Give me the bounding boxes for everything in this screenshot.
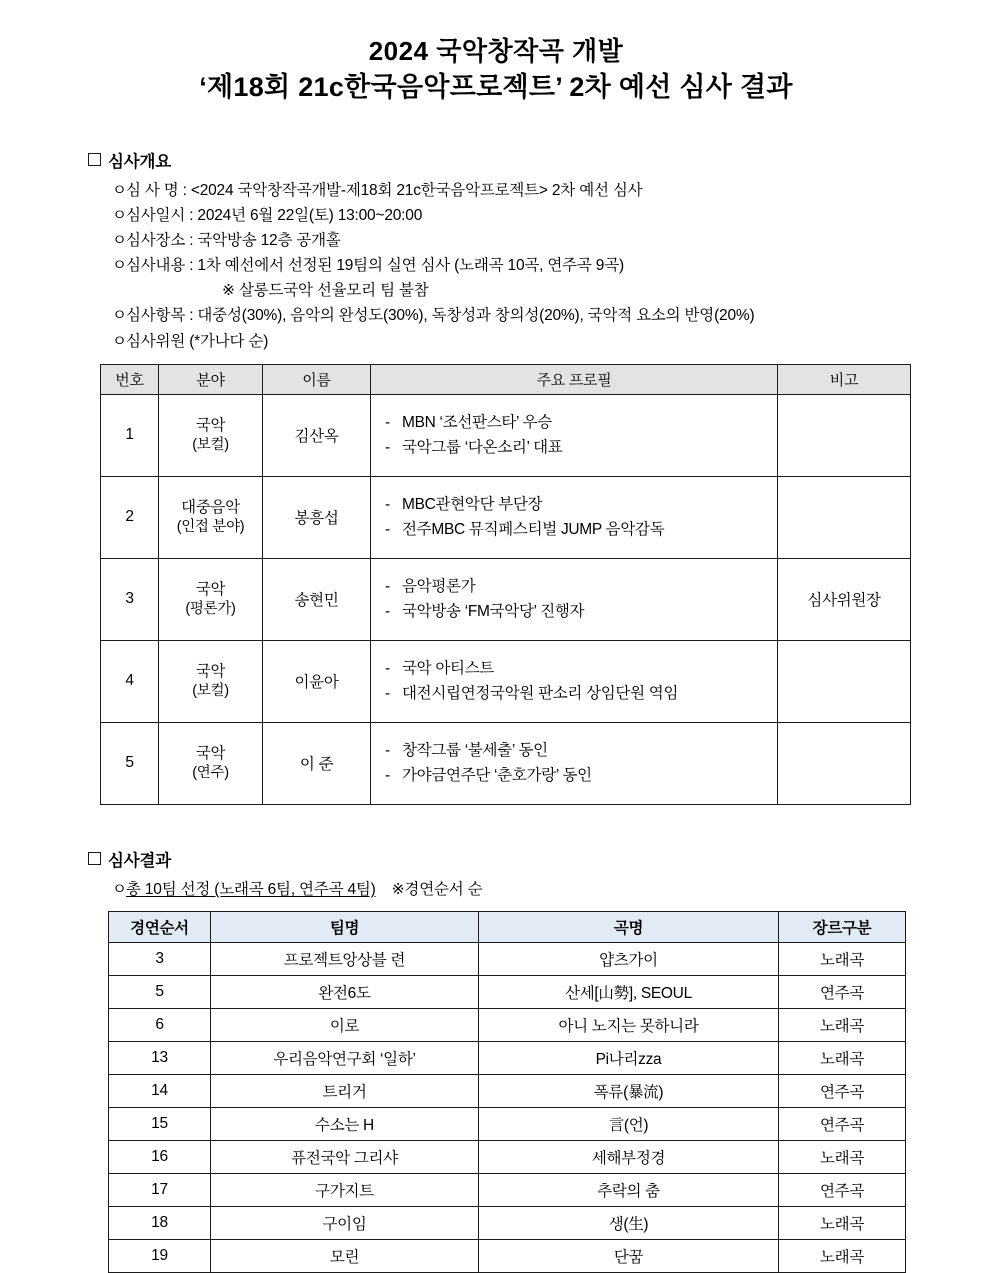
judge-name-cell: 송현민 [263, 558, 371, 640]
judge-field-sub: (평론가) [185, 600, 236, 617]
overview-absence-note [222, 278, 932, 303]
judges-col-header-name: 이름 [263, 364, 371, 394]
judges-table-container [100, 364, 992, 805]
table-row [109, 1074, 906, 1107]
circle-bullet-icon: ㅇ [112, 257, 127, 275]
result-order-cell: 17 [109, 1173, 211, 1206]
results-col-header-song: 곡명 [479, 911, 779, 942]
judge-profile-text: 음악평론가 [402, 578, 476, 596]
overview-item-text: 심 사 명 : <2024 국악창작곡개발-제18회 21c한국음악프로젝트> 2차 예선 심사 [126, 181, 643, 199]
judge-no-cell: 1 [101, 394, 159, 476]
judges-col-header-no: 번호 [101, 364, 159, 394]
table-row [109, 1041, 906, 1074]
judge-profile-line [385, 738, 776, 763]
judge-name-cell: 김산옥 [263, 394, 371, 476]
result-song-cell: 言(언) [479, 1107, 779, 1140]
judges-table-header-row [101, 364, 911, 394]
circle-bullet-icon: ㅇ [112, 880, 127, 898]
judge-profile-line [385, 517, 776, 542]
judge-no-cell: 5 [101, 722, 159, 804]
table-row [109, 1107, 906, 1140]
dash-bullet-icon: - [385, 660, 390, 678]
judge-field-cell [159, 722, 263, 804]
judge-profile-line [385, 492, 776, 517]
judge-name-cell: 이 준 [263, 722, 371, 804]
result-team-cell: 우리음악연구회 ‘일하’ [211, 1041, 479, 1074]
judge-field-main: 대중음악 [181, 499, 240, 517]
overview-item [112, 253, 932, 278]
result-song-cell: 폭류(暴流) [479, 1074, 779, 1107]
judge-profile-line [385, 410, 776, 435]
judge-profile-line [385, 681, 776, 706]
judge-field-main: 국악 [195, 417, 226, 435]
judges-table [100, 364, 911, 805]
judge-profile-text: 국악그룹 ‘다온소리’ 대표 [402, 439, 563, 457]
result-team-cell: 구이임 [211, 1206, 479, 1239]
overview-item-text: 심사내용 : 1차 예선에서 선정된 19팀의 실연 심사 (노래곡 10곡, 연주곡 9곡) [126, 257, 624, 275]
dash-bullet-icon: - [385, 767, 390, 785]
circle-bullet-icon: ㅇ [112, 332, 127, 350]
judge-field-sub: (연주) [192, 764, 229, 781]
overview-heading [88, 148, 932, 172]
result-song-cell: 아니 노지는 못하니라 [479, 1008, 779, 1041]
overview-item [112, 228, 932, 253]
judge-note-cell [778, 640, 911, 722]
judge-profile-cell [371, 394, 778, 476]
result-genre-cell: 노래곡 [779, 1008, 906, 1041]
overview-bullet-list [112, 178, 932, 354]
result-team-cell: 이로 [211, 1008, 479, 1041]
result-song-cell: 생(生) [479, 1206, 779, 1239]
judge-note-cell: 심사위원장 [778, 558, 911, 640]
results-col-header-team: 팀명 [211, 911, 479, 942]
results-summary-list [112, 877, 932, 902]
judge-profile-cell [371, 640, 778, 722]
result-genre-cell: 노래곡 [779, 1140, 906, 1173]
overview-section [88, 148, 932, 354]
result-order-cell: 5 [109, 975, 211, 1008]
judge-no-cell: 3 [101, 558, 159, 640]
judge-profile-line [385, 435, 776, 460]
circle-bullet-icon: ㅇ [112, 207, 127, 225]
title-line-2: ‘제18회 21c한국음악프로젝트’ 2차 예선 심사 결과 [199, 72, 793, 103]
result-team-cell: 수소는 H [211, 1107, 479, 1140]
dash-bullet-icon: - [385, 603, 390, 621]
circle-bullet-icon: ㅇ [112, 307, 127, 325]
square-marker-icon [88, 852, 101, 865]
results-col-header-order: 경연순서 [109, 911, 211, 942]
dash-bullet-icon: - [385, 742, 390, 760]
table-row [109, 975, 906, 1008]
judges-col-header-note: 비고 [778, 364, 911, 394]
result-genre-cell: 노래곡 [779, 942, 906, 975]
judge-field-cell [159, 476, 263, 558]
result-order-cell: 19 [109, 1239, 211, 1272]
results-heading [88, 847, 932, 871]
dash-bullet-icon: - [385, 685, 390, 703]
results-section [88, 847, 932, 902]
judge-note-cell [778, 394, 911, 476]
table-row [109, 1140, 906, 1173]
judge-field-cell [159, 558, 263, 640]
judge-profile-text: 창작그룹 ‘불세출’ 동인 [402, 742, 548, 760]
judge-profile-cell [371, 722, 778, 804]
judge-profile-line [385, 763, 776, 788]
judge-profile-line [385, 656, 776, 681]
judge-profile-text: 대전시립연정국악원 판소리 상임단원 역임 [402, 685, 679, 703]
dash-bullet-icon: - [385, 439, 390, 457]
results-col-header-genre: 장르구분 [779, 911, 906, 942]
overview-item-text: 심사장소 : 국악방송 12층 공개홀 [126, 232, 341, 250]
result-order-cell: 18 [109, 1206, 211, 1239]
judge-name-cell: 이윤아 [263, 640, 371, 722]
table-row [109, 1008, 906, 1041]
dash-bullet-icon: - [385, 414, 390, 432]
judges-col-header-profile: 주요 프로필 [371, 364, 778, 394]
table-row [109, 942, 906, 975]
overview-item-text: 심사위원 (*가나다 순) [126, 332, 269, 350]
judge-field-sub: (보컬) [192, 436, 229, 453]
result-song-cell: Pi나리zza [479, 1041, 779, 1074]
overview-item [112, 203, 932, 228]
results-table-container [108, 911, 992, 1273]
judge-field-sub: (인접 분야) [176, 518, 245, 535]
judges-col-header-field: 분야 [159, 364, 263, 394]
overview-absence-note-text: ※ 살롱드국악 선율모리 팀 불참 [222, 282, 429, 300]
results-table-body [109, 942, 906, 1272]
dash-bullet-icon: - [385, 578, 390, 596]
overview-item-text: 심사항목 : 대중성(30%), 음악의 완성도(30%), 독창성과 창의성(20%), 국악적 요소의 반영(20%) [126, 307, 755, 325]
result-order-cell: 15 [109, 1107, 211, 1140]
table-row [101, 640, 911, 722]
result-team-cell: 구가지트 [211, 1173, 479, 1206]
overview-heading-label: 심사개요 [108, 152, 171, 171]
result-team-cell: 완전6도 [211, 975, 479, 1008]
result-song-cell: 단꿈 [479, 1239, 779, 1272]
overview-item [112, 178, 932, 203]
table-row [101, 722, 911, 804]
judge-field-main: 국악 [195, 581, 226, 599]
judge-note-cell [778, 476, 911, 558]
page-title [0, 0, 992, 106]
judge-profile-text: 국악방송 ‘FM국악당’ 진행자 [402, 603, 585, 621]
judge-profile-text: 국악 아티스트 [402, 660, 495, 678]
results-table [108, 911, 906, 1273]
judge-profile-cell [371, 476, 778, 558]
dash-bullet-icon: - [385, 496, 390, 514]
result-genre-cell: 연주곡 [779, 975, 906, 1008]
judge-field-main: 국악 [195, 745, 226, 763]
judge-field-cell [159, 394, 263, 476]
judge-no-cell: 2 [101, 476, 159, 558]
result-order-cell: 13 [109, 1041, 211, 1074]
overview-item [112, 303, 932, 328]
judge-field-main: 국악 [195, 663, 226, 681]
overview-item [112, 329, 932, 354]
result-song-cell: 얍츠가이 [479, 942, 779, 975]
judge-note-cell [778, 722, 911, 804]
judge-profile-text: 전주MBC 뮤직페스티벌 JUMP 음악감독 [402, 521, 665, 539]
table-row [101, 476, 911, 558]
circle-bullet-icon: ㅇ [112, 232, 127, 250]
result-order-cell: 3 [109, 942, 211, 975]
result-team-cell: 트리거 [211, 1074, 479, 1107]
result-team-cell: 퓨전국악 그리샤 [211, 1140, 479, 1173]
result-genre-cell: 연주곡 [779, 1173, 906, 1206]
results-summary-note: ※경연순서 순 [391, 880, 483, 898]
result-genre-cell: 연주곡 [779, 1107, 906, 1140]
table-row [109, 1239, 906, 1272]
overview-item-text: 심사일시 : 2024년 6월 22일(토) 13:00~20:00 [126, 207, 423, 225]
title-line-1: 2024 국악창작곡 개발 [368, 36, 624, 66]
table-row [101, 394, 911, 476]
table-row [109, 1206, 906, 1239]
result-song-cell: 추락의 춤 [479, 1173, 779, 1206]
result-song-cell: 산세[山勢], SEOUL [479, 975, 779, 1008]
judge-name-cell: 봉흥섭 [263, 476, 371, 558]
table-row [109, 1173, 906, 1206]
table-row [101, 558, 911, 640]
result-genre-cell: 연주곡 [779, 1074, 906, 1107]
result-song-cell: 세해부정경 [479, 1140, 779, 1173]
judge-profile-line [385, 574, 776, 599]
judges-table-body [101, 394, 911, 804]
result-genre-cell: 노래곡 [779, 1239, 906, 1272]
judge-field-sub: (보컬) [192, 682, 229, 699]
result-order-cell: 16 [109, 1140, 211, 1173]
judge-profile-text: MBN ‘조선판스타’ 우승 [402, 414, 552, 432]
judge-profile-text: MBC관현악단 부단장 [402, 496, 543, 514]
result-genre-cell: 노래곡 [779, 1206, 906, 1239]
result-genre-cell: 노래곡 [779, 1041, 906, 1074]
results-summary-row [112, 877, 932, 902]
judge-field-cell [159, 640, 263, 722]
dash-bullet-icon: - [385, 521, 390, 539]
square-marker-icon [88, 153, 101, 166]
results-heading-label: 심사결과 [108, 851, 171, 870]
judge-no-cell: 4 [101, 640, 159, 722]
judge-profile-text: 가야금연주단 ‘춘호가랑’ 동인 [402, 767, 592, 785]
circle-bullet-icon: ㅇ [112, 181, 127, 199]
result-order-cell: 14 [109, 1074, 211, 1107]
result-team-cell: 모린 [211, 1239, 479, 1272]
judge-profile-line [385, 599, 776, 624]
result-team-cell: 프로젝트앙상블 련 [211, 942, 479, 975]
results-table-header-row [109, 911, 906, 942]
results-summary-text: 총 10팀 선정 (노래곡 6팀, 연주곡 4팀) [126, 880, 376, 898]
result-order-cell: 6 [109, 1008, 211, 1041]
judge-profile-cell [371, 558, 778, 640]
